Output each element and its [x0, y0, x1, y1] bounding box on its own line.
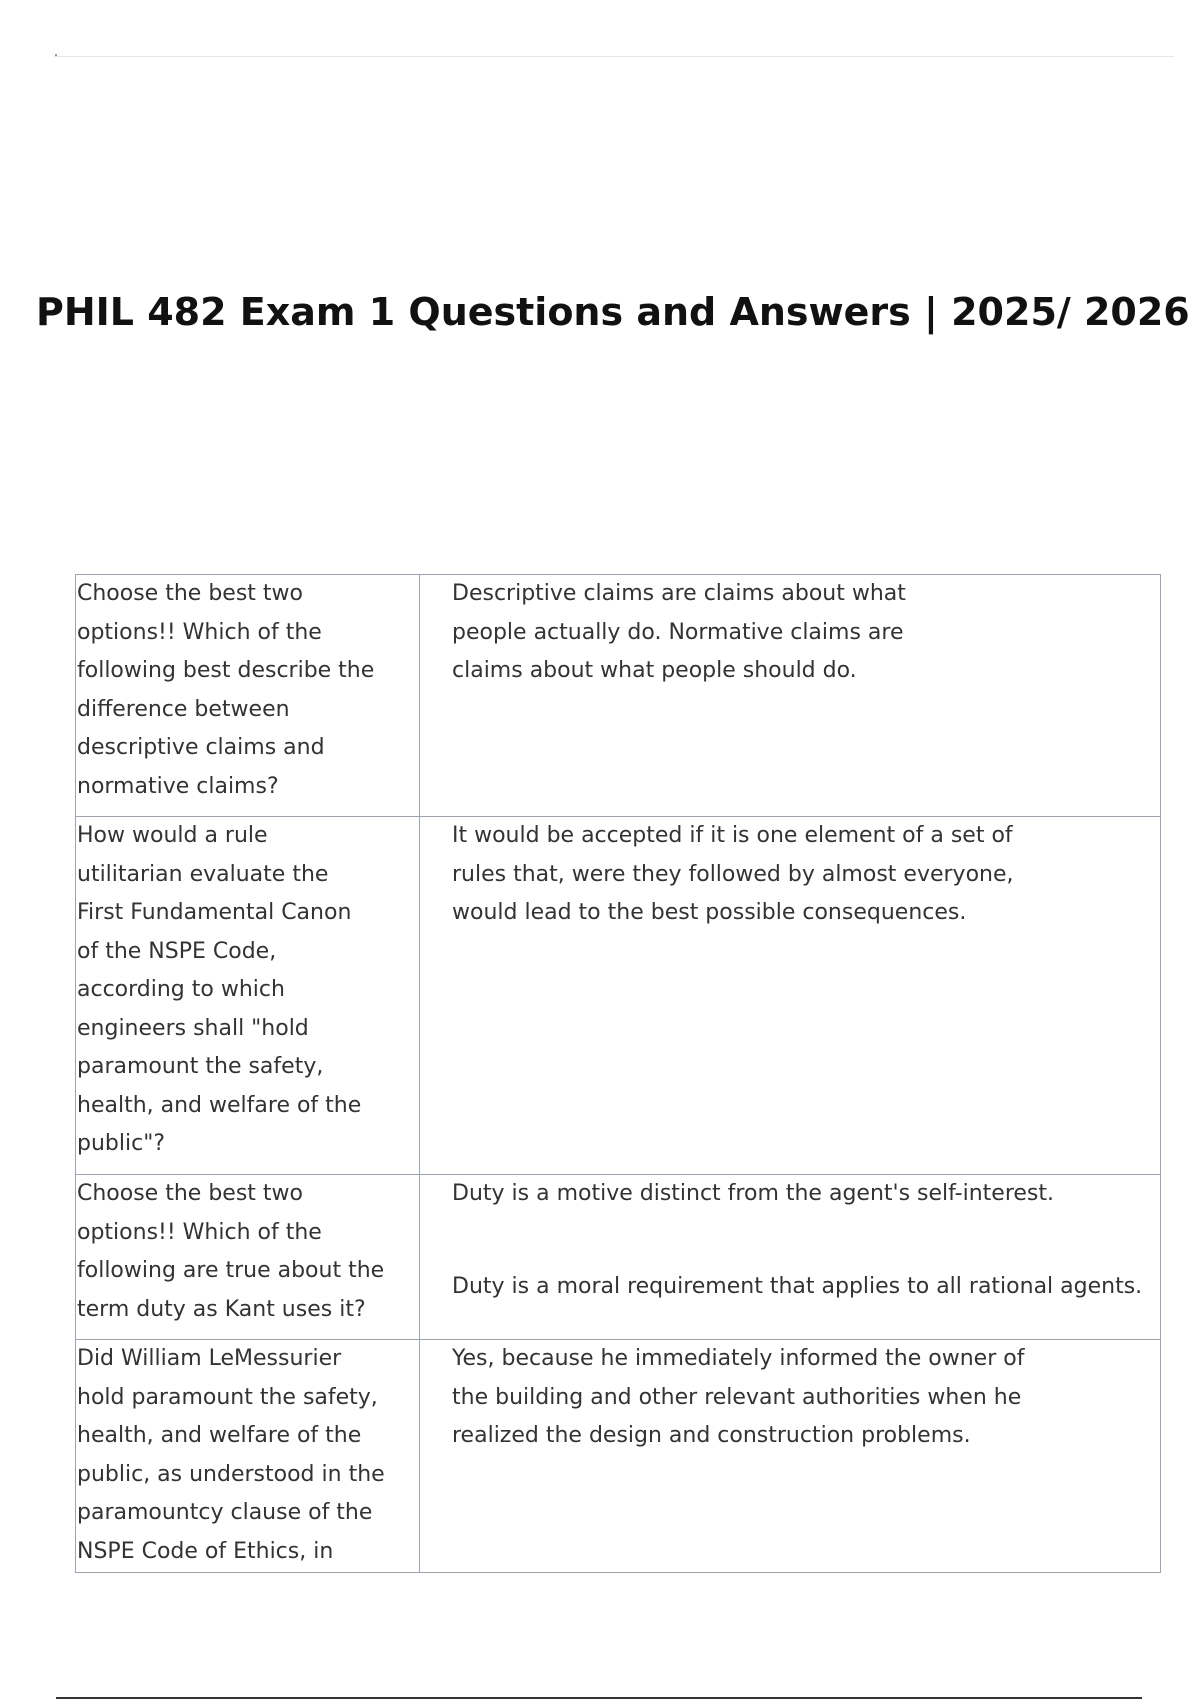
answer-text: Duty is a moral requirement that applies to all rational agents. — [452, 1273, 1143, 1299]
table-row — [76, 1175, 1161, 1340]
question-text: Choose the best two options!! Which of the following are true about the term duty as Kant uses it? — [77, 1181, 385, 1322]
question-cell — [76, 1175, 420, 1340]
question-cell — [76, 1340, 420, 1573]
answer-cell — [420, 1340, 1161, 1573]
table-row — [76, 1340, 1161, 1573]
top-dot — [55, 54, 57, 56]
answer-cell — [420, 817, 1161, 1175]
question-text: Choose the best two options!! Which of the following best describe the difference between descriptive claims and normative claims? — [77, 581, 375, 799]
question-text: How would a rule utilitarian evaluate the First Fundamental Canon of the NSPE Code, according to which engineers shall "hold paramount the safety, health, and welfare of the public"? — [77, 823, 362, 1156]
answer-text: It would be accepted if it is one element of a set of rules that, were they followed by almost everyone, would lead to the best possible consequences. — [452, 823, 1014, 925]
qa-table — [75, 574, 1161, 1573]
table-row — [76, 817, 1161, 1175]
top-rule — [54, 56, 1174, 57]
page-title: PHIL 482 Exam 1 Questions and Answers | 2025/ 2026 — [36, 290, 1190, 334]
answer-cell — [420, 1175, 1161, 1340]
question-cell — [76, 817, 420, 1175]
answer-cell — [420, 575, 1161, 817]
answer-text: Descriptive claims are claims about what people actually do. Normative claims are claims about what people should do. — [452, 581, 906, 683]
question-text: Did William LeMessurier hold paramount the safety, health, and welfare of the public, as understood in the paramountcy clause of the NSPE Code of Ethics, in — [77, 1346, 385, 1564]
answer-text: Duty is a motive distinct from the agent's self-interest. — [452, 1181, 1055, 1206]
question-cell — [76, 575, 420, 817]
table-row — [76, 575, 1161, 817]
answer-text: Yes, because he immediately informed the owner of the building and other relevant authorities when he realized the design and construction problems. — [452, 1346, 1025, 1448]
bottom-rule — [56, 1697, 1142, 1699]
